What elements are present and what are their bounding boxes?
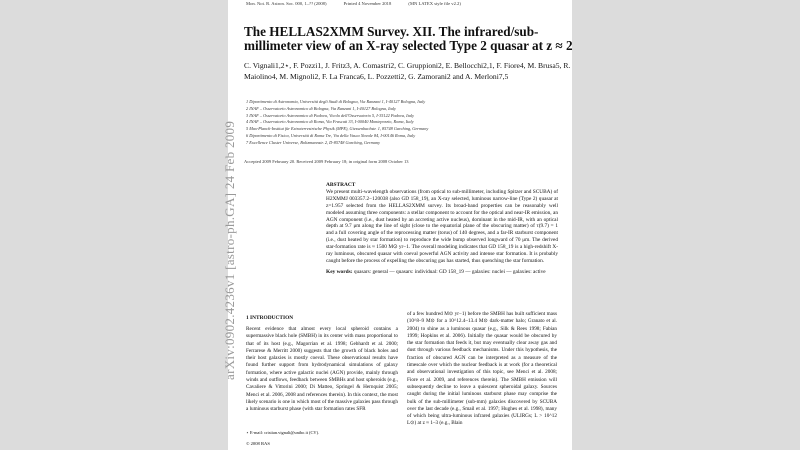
keywords-label: Key words: [326,268,353,275]
footnote: ⋆ E-mail: cristian.vignali@unibo.it (CV). [246,430,320,435]
dates-line: Accepted 2009 February 20. Received 2009 February 18; in original form 2008 October 13 [244,159,409,164]
author-list: C. Vignali1,2⋆, F. Pozzi1, J. Fritz3, A. Comastri2, C. Gruppioni2, E. Bellocchi2,1, F. Fiore4, M. Brusa5, R. Maiolino4, M. Mignoli2, F. La Franca6, L. Pozzetti2, G. Zamorani2 and A. Merloni7,5 [244,61,571,81]
affiliations [246,99,566,147]
journal-ref: Mon. Not. R. Astron. Soc. 000, 1–?? (2008) [246,1,327,6]
affiliation: 5 Max-Planck-Institut für Extraterrestrische Physik (MPE), Giessenbachstr. 1, 85748 Garching, Germany [246,126,429,132]
body-column-left: Recent evidence that almost every local spheroid contains a supermassive black hole (SMBH) in its center with mass proportional to that of its host (e.g., Magorrian et al. 1998; Gebhardt et al. 2000; Ferrarese & Merritt 2000) suggests that the growth of black holes and their host galaxies is mostly coeval. These observational results have found further support from hydrodynamical simulations of galaxy formation, where active galactic nuclei (AGN) provide, mainly through winds and outflows, feedback between SMBHs and host spheroids (e.g., Cavaliere & Vittorini 2000; Di Matteo, Springel & Hernquist 2005; Menci et al. 2006, 2008 and references therein). In this context, the most likely scenario is one in which most of the massive galaxies pass through a luminous starburst phase (with star formation rates SFR [246,326,398,413]
running-header [246,1,477,6]
paper-page [222,0,573,450]
affiliation: 7 Excellence Cluster Universe, Boltzmannstr. 2, D-85748 Garching, Germany [246,139,380,145]
keywords [326,269,558,276]
section-heading: 1 INTRODUCTION [246,315,294,321]
keywords-text: quasars: general — quasars: individual: GD 158_19 — galaxies: nuclei — galaxies: active [353,268,546,275]
paper-title: The HELLAS2XMM Survey. XII. The infrared/sub-millimeter view of an X-ray selected Type 2 quasar at z ≈ 2 [244,24,573,53]
affiliation: 1 Dipartimento di Astronomia, Università degli Studi di Bologna, Via Ranzani 1, I-40127 Bologna, Italy [246,99,426,104]
affiliation: 6 Dipartimento di Fisica, Università di Roma Tre, Via della Vasca Navale 84, I-00146 Roma, Italy [246,132,416,138]
affiliation: 2 INAF – Osservatorio Astronomico di Bologna, Via Ranzani 1, I-40127 Bologna, Italy [246,105,396,111]
affiliation: 3 INAF – Osservatorio Astronomico di Padova, Vicolo dell'Osservatorio 5, I-35122 Padova, Italy [246,112,415,118]
printed-date: Printed 4 November 2018 [343,1,392,6]
style-file: (MN LATEX style file v2.2) [408,1,461,6]
abstract-heading: ABSTRACT [326,182,356,188]
copyright: © 2008 RAS [246,441,270,446]
abstract-text: We present multi-wavelength observations (from optical to sub-millimeter, including Spitzer and SCUBA) of H2XMMJ 003357.2−120038 (also GD 158_19), an X-ray selected, luminous narrow-line (Type 2) quasar at z=1.957 selected from the HELLAS2XMM survey. Its broad-band properties can be reasonably well modeled assuming three components: a stellar component to account for the optical and near-IR emission, an AGN component (i.e., dust heated by an accreting active nucleus), dominant in the mid-IR, with an optical depth at 9.7 μm along the line of sight (close to the equatorial plane of the obscuring matter) of τ(9.7) = 1 and a full covering angle of the reprocessing matter (torus) of 140 degrees, and a far-IR starburst component (i.e., dust heated by star formation) to reproduce the wide bump observed longward of 70 μm. The derived star-formation rate is ≈ 1500 M⊙ yr−1. The overall modeling indicates that GD 158_19 is a high-redshift X-ray luminous, obscured quasar with coeval powerful AGN activity and intense star formation. It is probably caught before the process of expelling the obscuring gas has started, thus quenching the star formation. [326,188,558,264]
body-column-right: of a few hundred M⊙ yr−1) before the SMBH has built sufficient mass (10^8–9 M⊙ for a 10^12.4–13.4 M⊙ dark-matter halo; Granato et al. 2004) to shine as a luminous quasar (e.g., Silk & Rees 1998; Fabian 1999; Hopkins et al. 2006). Initially the quasar would be obscured by the star formation that feeds it, but may eventually clear away gas and dust through various feedback mechanisms. Under this hypothesis, the fraction of obscured AGN can be interpreted as a measure of the timescale over which the nuclear feedback is at work (for a theoretical and observational investigation of this topic, see Menci et al. 2008; Fiore et al. 2009, and references therein). The SMBH emission will subsequently decline to leave a quiescent spheroidal galaxy. Sources caught during the initial luminous starburst phase may comprise the bulk of the sub-millimeter (sub-mm) galaxies discovered by SCUBA over the last decade (e.g., Smail et al. 1997; Hughes et al. 1998), many of which being ultra-luminous infrared galaxies (ULIRGs; L > 10^12 L⊙) at z ≈ 1–3 (e.g., Blain [407,311,557,427]
affiliation: 4 INAF – Osservatorio Astronomico di Roma, Via Frascati 33, I-00040 Monteporzio, Roma, Italy [246,119,414,125]
abstract-block [326,182,558,276]
arxiv-stamp: arXiv:0902.4236v1 [astro-ph.GA] 24 Feb 2009 [222,120,237,380]
